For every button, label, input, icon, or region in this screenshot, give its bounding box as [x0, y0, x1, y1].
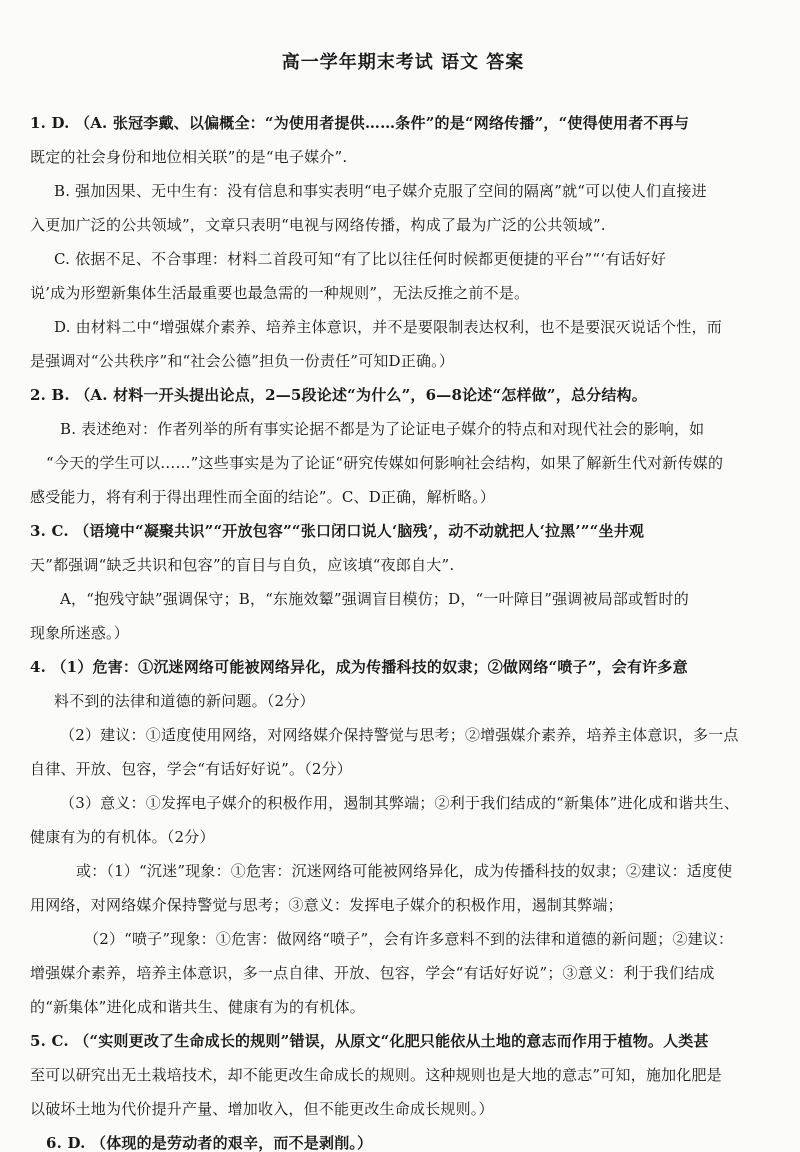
answer-3-line-3: A，“抱残守缺”强调保守；B，“东施效颦”强调盲目模仿；D，“一叶障目”强调被局部或暂时的 — [60, 590, 689, 608]
answer-4-line-8: 用网络，对网络媒介保持警觉与思考；③意义：发挥电子媒介的积极作用，遏制其弊端； — [30, 896, 623, 914]
answer-4-line-7: 或：（1）“沉迷”现象：①危害：沉迷网络可能被网络异化，成为传播科技的奴隶；②建议：适度使 — [76, 862, 733, 880]
answer-4-line-6: 健康有为的有机体。（2分） — [30, 828, 215, 846]
answer-4-line-11: 的“新集体”进化成和谐共生、健康有为的有机体。 — [30, 998, 365, 1016]
answer-6-line-1: 6. D. （体现的是劳动者的艰辛，而不是剥削。） — [46, 1134, 373, 1152]
answer-1-line-3: B. 强加因果、无中生有：没有信息和事实表明“电子媒介克服了空间的隔离”就“可以使人们直接进 — [54, 182, 707, 200]
answer-5-line-2: 至可以研究出无土栽培技术，却不能更改生命成长的规则。这种规则也是大地的意志”可知，施加化肥是 — [30, 1066, 722, 1084]
answer-3-line-2: 天”都强调“缺乏共识和包容”的盲目与自负，应该填“夜郎自大”. — [30, 556, 455, 574]
answer-5-line-3: 以破坏土地为代价提升产量、增加收入，但不能更改生命成长规则。） — [30, 1100, 494, 1118]
answer-1-line-5: C. 依据不足、不合事理：材料二首段可知“有了比以往任何时候都更便捷的平台”“‘有话好好 — [54, 250, 667, 268]
answer-4-line-5: （3）意义：①发挥电子媒介的积极作用，遏制其弊端；②利于我们结成的“新集体”进化成和谐共生、 — [60, 794, 740, 812]
answer-3-line-4: 现象所迷惑。） — [30, 624, 129, 642]
answer-1-line-7: D. 由材料二中“增强媒介素养、培养主体意识，并不是要限制表达权利，也不是要泯灭说话个性，而 — [54, 318, 722, 336]
answer-4-line-9: （2）“喷子”现象：①危害：做网络“喷子”，会有许多意料不到的法律和道德的新问题；②建议： — [84, 930, 734, 948]
answer-2-line-1: 2. B. （A. 材料一开头提出论点，2—5段论述“为什么”，6—8论述“怎样做”，总分结构。 — [30, 386, 647, 404]
answer-1-line-4: 入更加广泛的公共领域”，文章只表明“电视与网络传播，构成了最为广泛的公共领域”. — [30, 216, 606, 234]
answer-4-line-3: （2）建议：①适度使用网络，对网络媒介保持警觉与思考；②增强媒介素养，培养主体意识，多一点 — [60, 726, 739, 744]
answer-4-line-10: 增强媒介素养，培养主体意识，多一点自律、开放、包容，学会“有话好好说”；③意义：利于我们结成 — [30, 964, 715, 982]
answer-1-line-8: 是强调对“公共秩序”和“社会公德”担负一份责任”可知D正确。） — [30, 352, 455, 370]
answer-4-line-2: 料不到的法律和道德的新问题。（2分） — [54, 692, 315, 710]
page-title: 高一学年期末考试 语文 答案 — [281, 52, 525, 73]
answer-1-line-1: 1. D. （A. 张冠李戴、以偏概全：“为使用者提供……条件”的是“网络传播”，“使得使用者不再与 — [30, 114, 690, 132]
answer-3-line-1: 3. C. （语境中“凝聚共识”“开放包容”“张口闭口说人‘脑残’，动不动就把人‘拉黑’”“坐井观 — [30, 522, 645, 540]
answer-2-line-3: “今天的学生可以……”这些事实是为了论证“研究传媒如何影响社会结构，如果了解新生代对新传媒的 — [46, 454, 724, 472]
answer-2-line-2: B. 表述绝对：作者列举的所有事实论据不都是为了论证电子媒介的特点和对现代社会的影响，如 — [60, 420, 705, 438]
answer-4-line-4: 自律、开放、包容，学会“有话好好说”。（2分） — [30, 760, 352, 778]
answer-1-line-6: 说’成为形塑新集体生活最重要也最急需的一种规则”，无法反推之前不是。 — [30, 284, 530, 302]
answer-2-line-4: 感受能力，将有利于得出理性而全面的结论”。C、D正确，解析略。） — [30, 488, 496, 506]
answer-4-line-1: 4. （1）危害：①沉迷网络可能被网络异化，成为传播科技的奴隶；②做网络“喷子”，会有许多意 — [30, 658, 688, 676]
answer-5-line-1: 5. C. （“实则更改了生命成长的规则”错误，从原文“化肥只能依从土地的意志而作用于植物。人类甚 — [30, 1032, 709, 1050]
answer-1-line-2: 既定的社会身份和地位相关联”的是“电子媒介”. — [30, 148, 348, 166]
